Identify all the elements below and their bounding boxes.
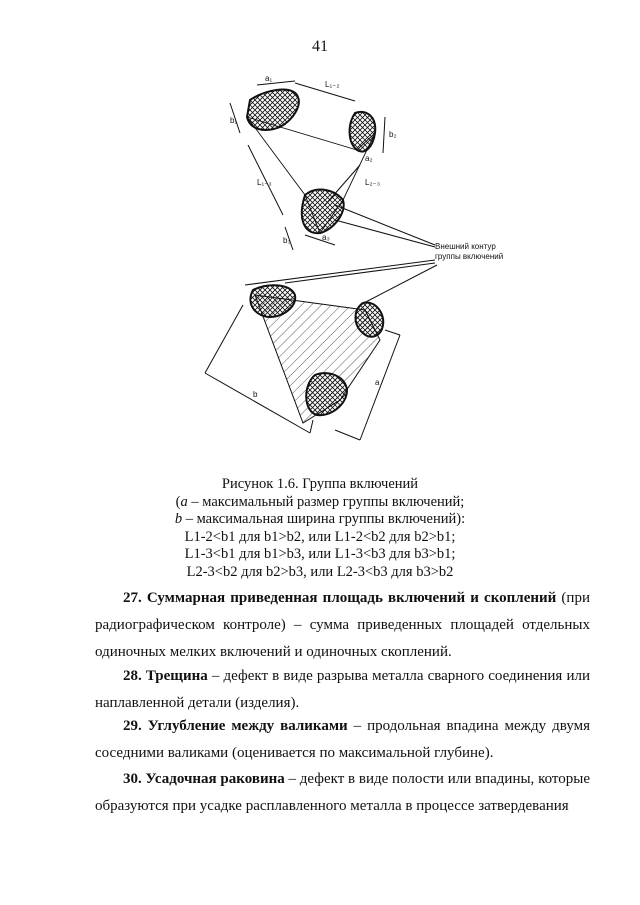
upper-inclusion-group <box>230 81 435 250</box>
definition-28 <box>95 663 590 717</box>
outer-contour-label: Внешний контур <box>435 242 496 251</box>
label-b2: b₂ <box>389 130 397 139</box>
label-l13: L₁₋₃ <box>257 178 272 187</box>
label-b: b <box>253 390 258 399</box>
term-27: 27. Суммарная приведенная площадь включений и скоплений <box>123 590 557 606</box>
caption-title: Рисунок 1.6. Группа включений <box>221 476 419 492</box>
label-a: a <box>375 378 380 387</box>
term-28: 28. Трещина <box>123 668 208 684</box>
definition-30-text: – дефект в виде полости или впадины, которые образуются при усадке расплавленного металла в процессе затвердевания <box>95 771 590 814</box>
label-a1: a₁ <box>265 74 273 83</box>
caption-line-b <box>150 511 490 529</box>
definition-27-text: (при радиографическом контроле) – сумма приведенных площадей отдельных одиночных мелких включений и одиночных скоплений. <box>95 590 590 660</box>
caption-b-text: – максимальная ширина группы включений): <box>182 511 466 527</box>
label-a3: a₃ <box>322 233 330 242</box>
definition-30 <box>95 766 590 820</box>
caption-b-symbol: b <box>174 511 183 527</box>
definition-28-text: – дефект в виде разрыва металла сварного соединения или наплавленной детали (изделия). <box>95 668 590 711</box>
lower-inclusion-group <box>205 260 437 440</box>
inclusion-group-figure <box>185 55 545 455</box>
label-a2: a₂ <box>365 154 373 163</box>
figure-caption <box>150 476 490 581</box>
definition-29 <box>95 713 590 767</box>
page-number: 41 <box>312 38 328 55</box>
label-l12: L₁₋₂ <box>325 80 340 89</box>
label-b3: b₃ <box>283 236 291 245</box>
caption-condition-1: L1-2<b1 для b1>b2, или L1-2<b2 для b2>b1; <box>184 528 456 545</box>
outer-contour-label-2: группы включений <box>435 252 504 261</box>
label-l23: L₂₋₃ <box>365 178 381 187</box>
definition-27 <box>95 585 590 666</box>
caption-a-symbol: a <box>180 493 188 510</box>
caption-condition-3: L2-3<b2 для b2>b3, или L2-3<b3 для b3>b2 <box>186 563 454 580</box>
term-30: 30. Усадочная раковина <box>123 771 285 787</box>
label-b1: b₁ <box>230 116 238 125</box>
caption-a-text: – максимальный размер группы включений; <box>187 493 465 510</box>
term-29: 29. Углубление между валиками <box>123 718 348 734</box>
caption-line-a: (a – максимальный размер группы включений; <box>175 493 465 510</box>
definition-29-text: – продольная впадина между двумя соседними валиками (оценивается по максимальной глубине). <box>95 718 591 761</box>
caption-condition-2: L1-3<b1 для b1>b3, или L1-3<b3 для b3>b1; <box>184 546 456 562</box>
